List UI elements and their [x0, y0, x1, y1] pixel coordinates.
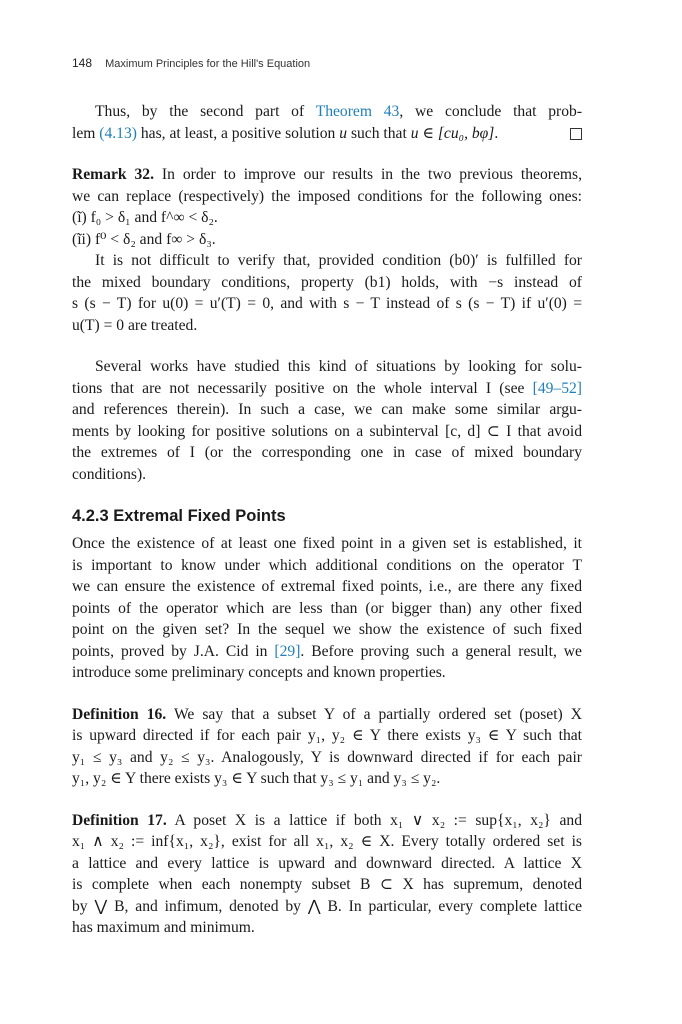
text-run: , we conclude that prob-	[399, 103, 583, 120]
text-line	[72, 853, 582, 875]
running-title: Maximum Principles for the Hill's Equation	[105, 58, 311, 70]
paragraph-extremal	[72, 533, 582, 684]
text-run: point on the given set? In the sequel we show the existence of such fixed	[72, 621, 582, 638]
text-run: points, proved by J.A. Cid in	[72, 642, 275, 660]
theorem-43-link[interactable]: Theorem 43	[315, 103, 400, 120]
text-run: We say that a subset Y of a partially ordered set (poset) X	[166, 705, 582, 723]
text-line	[72, 917, 582, 939]
text-run: is important to know under which additional conditions on the operator T	[72, 556, 582, 574]
text-line	[72, 123, 582, 145]
text-line	[72, 768, 582, 790]
text-run: is upward directed if for each pair y₁, y₂ ∈ Y there exists y₃ ∈ Y such that	[72, 727, 582, 744]
text-run: we can replace (respectively) the imposed conditions for the following ones:	[72, 187, 582, 205]
spacer	[72, 485, 582, 505]
list-item: (ĩ) f₀ > δ₁ and f^∞ < δ₂.	[72, 209, 218, 226]
equation-4-13-link[interactable]: (4.13)	[99, 124, 137, 142]
definition-label: Definition 16.	[72, 705, 167, 723]
text-line	[72, 641, 582, 663]
text-line	[72, 442, 582, 464]
definition-16	[72, 704, 582, 790]
text-run: has maximum and minimum.	[72, 919, 255, 936]
remark-32	[72, 164, 582, 336]
text-line	[72, 464, 582, 486]
text-run: the extremes of I (or the corresponding one in case of mixed boundary	[72, 444, 582, 461]
text-run: a lattice and every lattice is upward and downward directed. A lattice X	[72, 854, 582, 872]
text-line	[72, 101, 582, 123]
text-line	[72, 164, 582, 186]
paragraph-several-works	[72, 356, 582, 485]
text-line	[72, 533, 582, 555]
text-run: It is not difficult to verify that, provided condition (b0)′ is fulfilled for	[95, 252, 582, 269]
section-heading: 4.2.3 Extremal Fixed Points	[72, 507, 286, 525]
text-line	[72, 810, 582, 832]
ref-29-link[interactable]: [29]	[274, 642, 301, 660]
text-line	[72, 293, 582, 315]
text-run: has, at least, a positive solution	[136, 124, 340, 142]
refs-49-52-link[interactable]: [49–52]	[532, 379, 582, 397]
text-run: is complete when each nonempty subset B ⊂ X has supremum, denoted	[72, 876, 582, 893]
text-run: lem	[72, 124, 100, 142]
text-line	[72, 399, 582, 421]
math-var: u	[339, 124, 348, 142]
text-run: A poset X is a lattice if both x₁ ∨ x₂ := sup{x₁, x₂} and	[166, 811, 582, 829]
text-run: we can ensure the existence of extremal fixed points, i.e., are there any fixed	[72, 578, 582, 595]
text-run: conditions).	[72, 465, 147, 483]
text-run: x₁ ∧ x₂ := inf{x₁, x₂}, exist for all x₁, x₂ ∈ X. Every totally ordered set is	[72, 833, 582, 850]
text-run: Several works have studied this kind of situations by looking for solu-	[95, 358, 582, 375]
qed-icon	[570, 128, 582, 140]
definition-17	[72, 810, 582, 939]
running-header	[72, 56, 310, 74]
text-line	[72, 598, 582, 620]
text-run: s (s − T) for u(0) = u′(T) = 0, and with s − T instead of s (s − T) if u′(0) =	[72, 295, 582, 312]
main-text	[72, 101, 582, 939]
text-run: y₁, y₂ ∈ Y there exists y₃ ∈ Y such that y₃ ≤ y₁ and y₃ ≤ y₂.	[72, 770, 441, 787]
text-run: u(T) = 0 are treated.	[72, 316, 198, 334]
text-run: Once the existence of at least one fixed point in a given set is established, it	[72, 535, 582, 552]
list-item: (ĩi) f⁰ < δ₂ and f∞ > δ₃.	[72, 230, 216, 248]
text-line	[72, 831, 582, 853]
text-line	[72, 662, 582, 684]
text-line	[72, 421, 582, 443]
text-line	[72, 356, 582, 378]
text-run: tions that are not necessarily positive on the whole interval I (see	[72, 379, 533, 397]
text-line	[72, 747, 582, 769]
definition-label: Definition 17.	[72, 811, 167, 829]
remark-label: Remark 32.	[72, 166, 154, 183]
spacer	[72, 336, 582, 356]
text-line	[72, 272, 582, 294]
paragraph-conclusion	[72, 101, 582, 144]
math-expr: u ∈ [cu₀, bφ]	[410, 124, 495, 142]
spacer	[72, 790, 582, 810]
text-line	[72, 250, 582, 272]
page-number: 148	[72, 56, 93, 70]
text-run: . Before proving such a general result, we	[300, 642, 582, 660]
text-run: by ⋁ B, and infimum, denoted by ⋀ B. In particular, every complete lattice	[72, 897, 582, 915]
text-run: introduce some preliminary concepts and known properties.	[72, 664, 446, 681]
text-line	[72, 874, 582, 896]
text-line	[72, 725, 582, 747]
text-run: such that	[347, 124, 411, 142]
text-line	[72, 896, 582, 918]
text-line	[72, 186, 582, 208]
text-run: ments by looking for positive solutions on a subinterval [c, d] ⊂ I that avoid	[72, 422, 582, 440]
spacer	[72, 144, 582, 164]
text-line	[72, 619, 582, 641]
text-run: y₁ ≤ y₃ and y₂ ≤ y₃. Analogously, Y is downward directed if for each pair	[72, 748, 582, 766]
text-run: In order to improve our results in the two previous theorems,	[153, 166, 582, 183]
text-line	[72, 555, 582, 577]
text-line	[72, 576, 582, 598]
text-line	[72, 704, 582, 726]
text-run: and references therein). In such a case, we can make some similar argu-	[72, 401, 582, 418]
text-run: points of the operator which are less than (or bigger than) any other fixed	[72, 599, 582, 617]
text-run: the mixed boundary conditions, property (b1) holds, with −s instead of	[72, 273, 582, 291]
text-line	[72, 378, 582, 400]
text-run: .	[494, 124, 499, 142]
text-line	[72, 315, 582, 337]
spacer	[72, 684, 582, 704]
text-run: Thus, by the second part of	[95, 103, 316, 120]
